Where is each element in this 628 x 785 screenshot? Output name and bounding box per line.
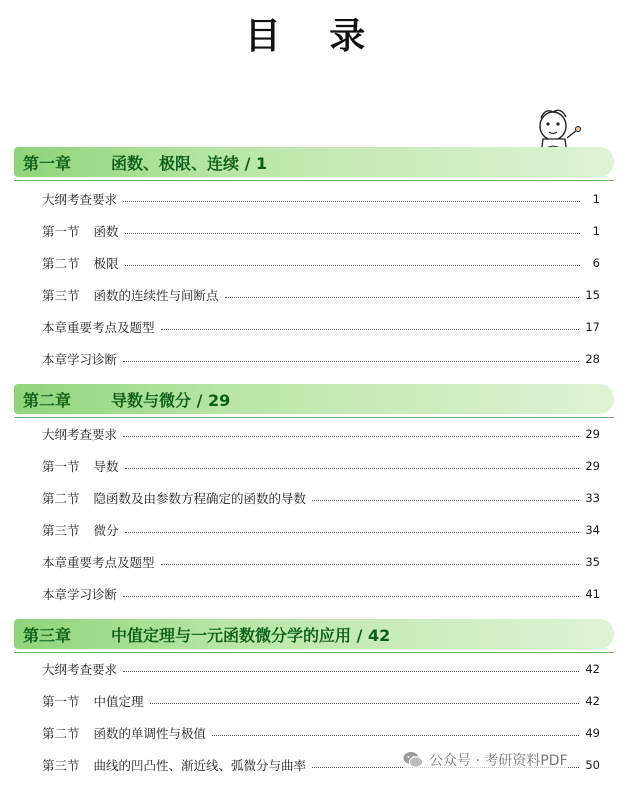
toc-entry[interactable] [42,552,600,572]
toc-entry[interactable] [42,520,600,540]
toc-entry[interactable] [42,253,600,273]
toc-entry[interactable] [42,285,600,305]
dot-leader [161,564,580,565]
chapter-1-divider [14,180,614,181]
entry-title: 大纲考查要求 [42,192,118,207]
entry-title: 微分 [93,523,119,538]
wechat-icon [403,751,423,769]
entry-page: 29 [585,427,600,441]
toc-entry[interactable] [42,723,600,743]
toc-entry[interactable] [42,456,600,476]
entry-title: 本章学习诊断 [42,587,118,602]
dot-leader [312,500,579,501]
entry-page: 42 [585,662,600,676]
toc-entry[interactable] [42,691,600,711]
dot-leader [125,532,580,533]
entry-title: 中值定理 [93,694,144,709]
toc-entry[interactable] [42,424,600,444]
dot-leader [123,361,579,362]
chapter-1-header[interactable] [14,147,614,177]
entry-section: 第三节 [42,758,80,773]
entry-section: 第三节 [42,288,80,303]
chapter-3-title: 中值定理与一元函数微分学的应用 / 42 [111,625,391,645]
entry-page: 28 [585,352,600,366]
toc-entry[interactable] [42,584,600,604]
toc-entry[interactable] [42,189,600,209]
entry-section: 第一节 [42,459,80,474]
entry-title: 函数的连续性与间断点 [93,288,219,303]
entry-section: 第三节 [42,523,80,538]
chapter-3-header[interactable] [14,619,614,649]
entry-page: 49 [585,726,600,740]
chapter-2-divider [14,417,614,418]
entry-page: 6 [592,256,600,270]
entry-page: 42 [585,694,600,708]
toc-entry[interactable] [42,488,600,508]
dot-leader [150,703,580,704]
chapter-2-title: 导数与微分 / 29 [111,390,231,410]
dot-leader [123,671,579,672]
entry-page: 1 [592,224,600,238]
entry-title: 函数的单调性与极值 [93,726,207,741]
toc-entry[interactable] [42,317,600,337]
entry-title: 函数 [93,224,119,239]
watermark-text: 公众号 · 考研资料PDF [429,753,568,769]
entry-title: 本章重要考点及题型 [42,555,155,570]
entry-page: 17 [585,320,600,334]
entry-title: 曲线的凹凸性、渐近线、弧微分与曲率 [93,758,307,773]
entry-title: 导数 [93,459,119,474]
chapter-2-number: 第二章 [23,390,72,410]
toc-entry[interactable] [42,349,600,369]
entry-title: 隐函数及由参数方程确定的函数的导数 [93,491,307,506]
dot-leader [225,297,580,298]
dot-leader [123,596,579,597]
entry-title: 大纲考查要求 [42,662,118,677]
entry-title: 本章学习诊断 [42,352,118,367]
entry-page: 35 [585,555,600,569]
toc-entry[interactable] [42,659,600,679]
toc-entry[interactable] [42,221,600,241]
entry-page: 15 [585,288,600,302]
chapter-3-divider [14,652,614,653]
entry-title: 大纲考查要求 [42,427,118,442]
chapter-3-number: 第三章 [23,625,72,645]
chapter-1-number: 第一章 [23,153,72,173]
entry-page: 29 [585,459,600,473]
entry-page: 33 [585,491,600,505]
entry-page: 50 [585,758,600,772]
entry-section: 第二节 [42,726,80,741]
chapter-2-header[interactable] [14,384,614,414]
dot-leader [123,201,580,202]
watermark [403,748,568,772]
page-title: 目 录 [244,16,384,57]
entry-title: 极限 [93,256,119,271]
dot-leader [123,436,579,437]
chapter-1-title: 函数、极限、连续 / 1 [111,153,268,173]
dot-leader [125,233,580,234]
dot-leader [212,735,579,736]
entry-page: 41 [585,587,600,601]
entry-section: 第二节 [42,256,80,271]
entry-title: 本章重要考点及题型 [42,320,155,335]
entry-section: 第一节 [42,224,80,239]
dot-leader [161,329,580,330]
entry-page: 34 [585,523,600,537]
dot-leader [125,468,580,469]
dot-leader [125,265,580,266]
entry-page: 1 [592,192,600,206]
entry-section: 第一节 [42,694,80,709]
entry-section: 第二节 [42,491,80,506]
